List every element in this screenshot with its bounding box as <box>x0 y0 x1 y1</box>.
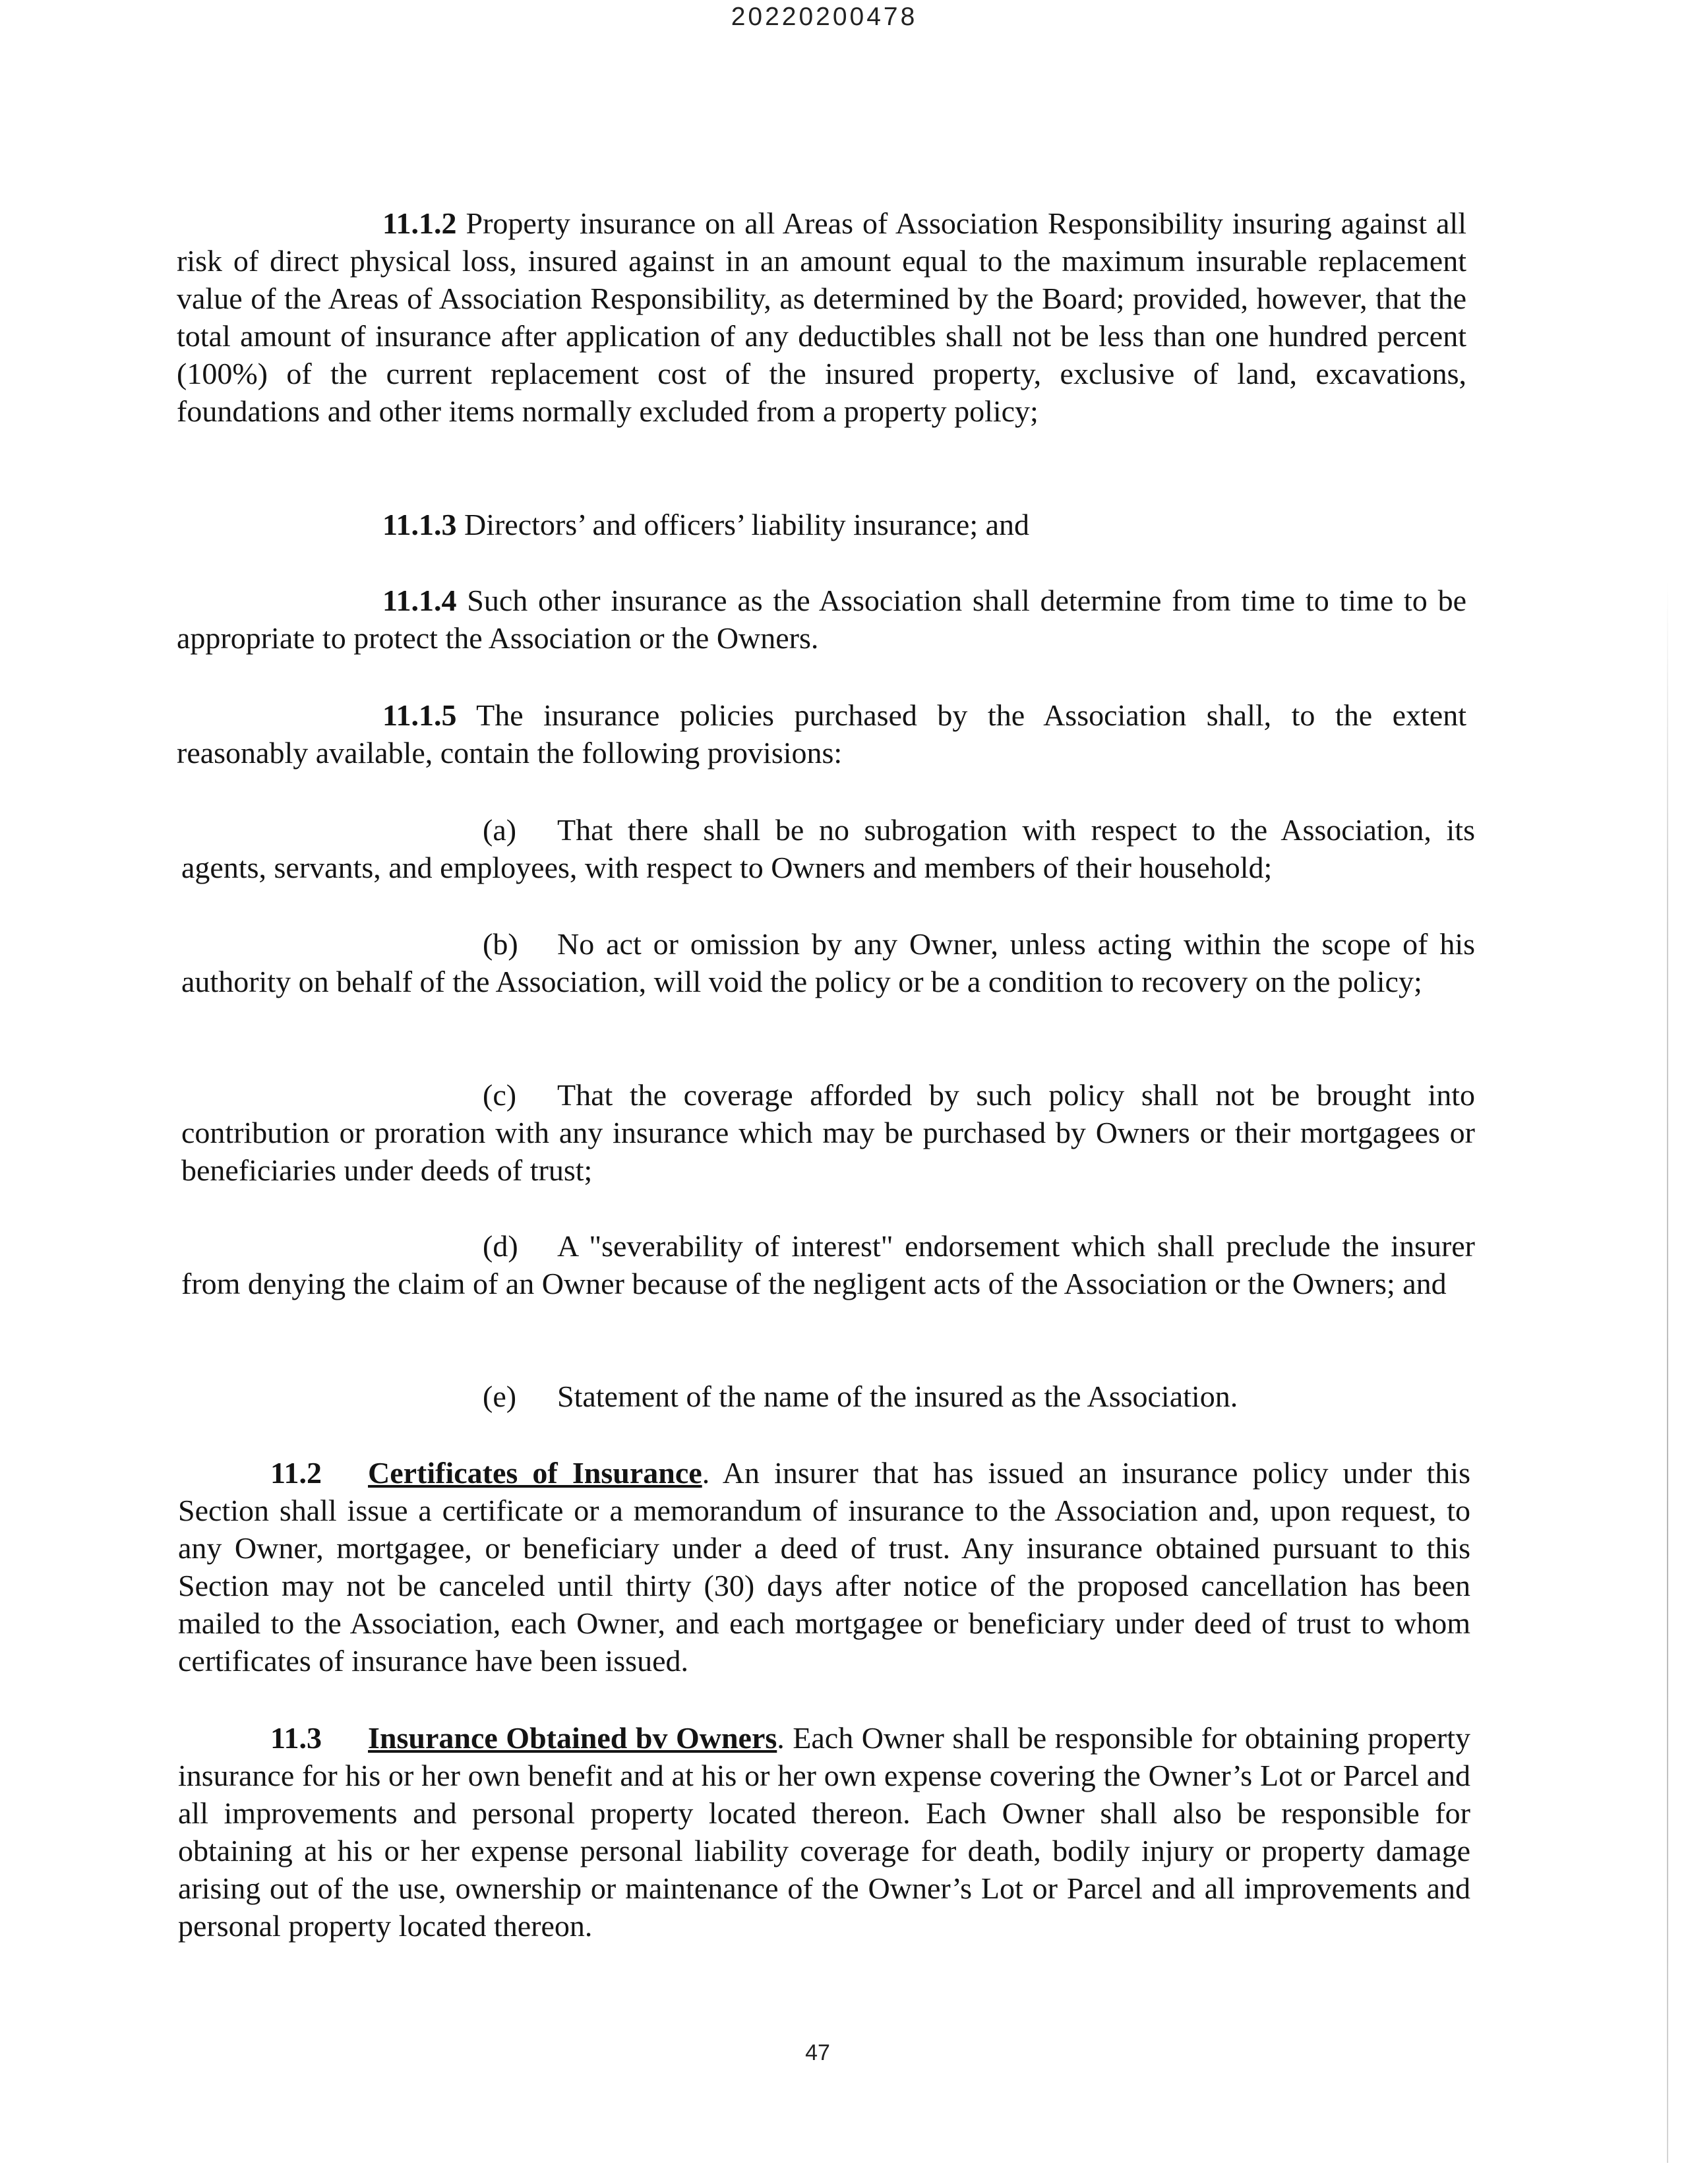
paragraph-text: The insurance policies purchased by the Association shall, to the extent reasonably available, contain the following provisions: <box>177 698 1466 770</box>
provision-text: That the coverage afforded by such policy shall not be brought into contribution or proration with any insurance which may be purchased by Owners or their mortgagees or beneficiaries under deeds of trust; <box>181 1078 1475 1187</box>
section-text: . An insurer that has issued an insurance policy under this Section shall issue a certificate or a memorandum of insurance to the Association and, upon request, to any Owner, mortgagee, or beneficiary under a deed of trust. Any insurance obtained pursuant to this Section may not be canceled until thirty (30) days after notice of the proposed cancellation has been mailed to the Association, each Owner, and each mortgagee or beneficiary under deed of trust to whom certificates of insurance have been issued. <box>178 1456 1470 1678</box>
section-heading: Certificates of Insurance <box>368 1456 702 1490</box>
provision-letter: (b) <box>483 927 518 961</box>
provision-letter: (a) <box>483 813 517 847</box>
paragraph-11-1-3 <box>177 506 1466 543</box>
paragraph-11-1-4 <box>177 582 1466 657</box>
page-number: 47 <box>805 2040 830 2065</box>
section-text: . Each Owner shall be responsible for obtaining property insurance for his or her own benefit and at his or her own expense covering the Owner’s Lot or Parcel and all improvements and personal property located thereon. Each Owner shall also be responsible for obtaining at his or her expense personal liability coverage for death, bodily injury or property damage arising out of the use, ownership or maintenance of the Owner’s Lot or Parcel and all improvements and personal property located thereon. <box>178 1721 1470 1943</box>
paragraph-11-1-5 <box>177 696 1466 772</box>
provision-e <box>181 1378 1475 1415</box>
section-number: 11.1.2 <box>382 206 457 240</box>
provision-c <box>181 1076 1475 1189</box>
section-number: 11.2 <box>270 1456 322 1490</box>
paragraph-text: Such other insurance as the Association shall determine from time to time to be appropriate to protect the Association or the Owners. <box>177 584 1466 655</box>
section-number: 11.1.5 <box>382 698 457 732</box>
scan-edge-line <box>1667 580 1668 2163</box>
section-number: 11.3 <box>270 1721 322 1755</box>
provision-letter: (e) <box>483 1380 517 1413</box>
provision-a <box>181 811 1475 886</box>
paragraph-text: Property insurance on all Areas of Association Responsibility insuring against all risk of direct physical loss, insured against in an amount equal to the maximum insurable replacement value of the Areas of Association Responsibility, as determined by the Board; provided, however, that the total amount of insurance after application of any deductibles shall not be less than one hundred percent (100%) of the current replacement cost of the insured property, exclusive of land, excavations, foundations and other items normally excluded from a property policy; <box>177 206 1466 428</box>
section-number: 11.1.4 <box>382 584 457 617</box>
paragraph-text: Directors’ and officers’ liability insurance; and <box>456 508 1030 541</box>
provision-d <box>181 1227 1475 1302</box>
section-number: 11.1.3 <box>382 508 457 541</box>
provision-b <box>181 925 1475 1000</box>
document-number: 20220200478 <box>731 3 918 31</box>
provision-letter: (d) <box>483 1229 518 1263</box>
provision-text: That there shall be no subrogation with respect to the Association, its agents, servants, and employees, with respect to Owners and members of their household; <box>181 813 1475 884</box>
provision-text: Statement of the name of the insured as the Association. <box>557 1380 1238 1413</box>
section-heading: Insurance Obtained bv Owners <box>368 1721 777 1755</box>
section-11-3 <box>178 1719 1470 1945</box>
section-11-2 <box>178 1454 1470 1680</box>
provision-letter: (c) <box>483 1078 517 1112</box>
paragraph-11-1-2 <box>177 204 1466 430</box>
provision-text: No act or omission by any Owner, unless acting within the scope of his authority on behalf of the Association, will void the policy or be a condition to recovery on the policy; <box>181 927 1475 998</box>
provision-text: A "severability of interest" endorsement which shall preclude the insurer from denying the claim of an Owner because of the negligent acts of the Association or the Owners; and <box>181 1229 1475 1300</box>
